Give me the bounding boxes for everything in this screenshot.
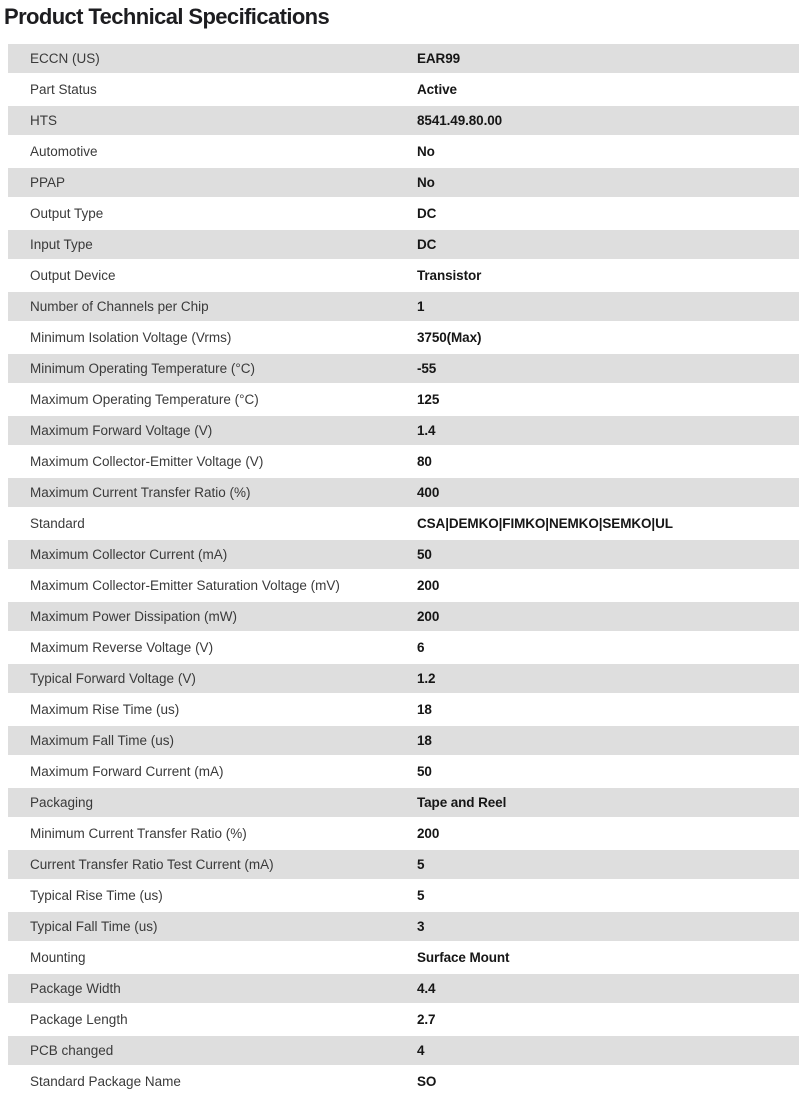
table-row	[8, 912, 799, 941]
spec-value: 3	[417, 919, 425, 934]
spec-label: Automotive	[30, 144, 98, 159]
table-row	[8, 323, 799, 352]
spec-label: HTS	[30, 113, 57, 128]
spec-value: 200	[417, 826, 440, 841]
table-row	[8, 602, 799, 631]
spec-label: Output Device	[30, 268, 116, 283]
spec-value: 1	[417, 299, 425, 314]
spec-label: Package Length	[30, 1012, 128, 1027]
spec-value: -55	[417, 361, 437, 376]
spec-label: Typical Forward Voltage (V)	[30, 671, 196, 686]
table-row	[8, 788, 799, 817]
spec-label: Standard	[30, 516, 85, 531]
table-row	[8, 664, 799, 693]
spec-value: 125	[417, 392, 440, 407]
spec-label: Typical Fall Time (us)	[30, 919, 158, 934]
table-row	[8, 1067, 799, 1096]
table-row	[8, 44, 799, 73]
spec-label: PPAP	[30, 175, 66, 190]
spec-value: 5	[417, 857, 425, 872]
table-row	[8, 168, 799, 197]
spec-table	[8, 44, 799, 1096]
spec-value: No	[417, 175, 435, 190]
table-row	[8, 509, 799, 538]
spec-label: Mounting	[30, 950, 86, 965]
spec-value: DC	[417, 206, 437, 221]
spec-value: Transistor	[417, 268, 482, 283]
table-row	[8, 943, 799, 972]
spec-label: Minimum Current Transfer Ratio (%)	[30, 826, 247, 841]
spec-label: Maximum Collector-Emitter Voltage (V)	[30, 454, 264, 469]
table-row	[8, 385, 799, 414]
table-row	[8, 261, 799, 290]
spec-value: Active	[417, 82, 457, 97]
spec-label: Maximum Forward Current (mA)	[30, 764, 224, 779]
spec-label: Minimum Operating Temperature (°C)	[30, 361, 255, 376]
spec-value: 200	[417, 609, 440, 624]
spec-value: 18	[417, 702, 432, 717]
spec-value: 8541.49.80.00	[417, 113, 503, 128]
spec-label: Typical Rise Time (us)	[30, 888, 163, 903]
spec-value: EAR99	[417, 51, 461, 66]
spec-value: Surface Mount	[417, 950, 510, 965]
spec-value: SO	[417, 1074, 437, 1089]
table-row	[8, 416, 799, 445]
table-row	[8, 106, 799, 135]
table-row	[8, 633, 799, 662]
table-row	[8, 137, 799, 166]
spec-label: Packaging	[30, 795, 94, 810]
spec-label: Maximum Fall Time (us)	[30, 733, 175, 748]
table-row	[8, 819, 799, 848]
table-row	[8, 540, 799, 569]
table-row	[8, 571, 799, 600]
spec-value: 200	[417, 578, 440, 593]
spec-value: 80	[417, 454, 432, 469]
spec-value: 50	[417, 764, 432, 779]
spec-value: 50	[417, 547, 432, 562]
table-row	[8, 974, 799, 1003]
spec-label: PCB changed	[30, 1043, 114, 1058]
table-row	[8, 1036, 799, 1065]
spec-value: 1.2	[417, 671, 436, 686]
spec-label: Maximum Collector Current (mA)	[30, 547, 228, 562]
table-row	[8, 726, 799, 755]
spec-label: Current Transfer Ratio Test Current (mA)	[30, 857, 274, 872]
table-row	[8, 850, 799, 879]
spec-value: CSA|DEMKO|FIMKO|NEMKO|SEMKO|UL	[417, 516, 673, 531]
spec-value: 4.4	[417, 981, 436, 996]
table-row	[8, 354, 799, 383]
spec-label: Standard Package Name	[30, 1074, 181, 1089]
spec-label: Maximum Rise Time (us)	[30, 702, 180, 717]
spec-value: 400	[417, 485, 440, 500]
table-row	[8, 292, 799, 321]
spec-label: Maximum Forward Voltage (V)	[30, 423, 213, 438]
table-row	[8, 75, 799, 104]
spec-value: 3750(Max)	[417, 330, 482, 345]
spec-value: 1.4	[417, 423, 436, 438]
spec-label: Maximum Current Transfer Ratio (%)	[30, 485, 251, 500]
page-title: Product Technical Specifications	[4, 4, 330, 29]
spec-value: No	[417, 144, 435, 159]
spec-label: Maximum Reverse Voltage (V)	[30, 640, 214, 655]
spec-value: 18	[417, 733, 432, 748]
spec-label: Maximum Power Dissipation (mW)	[30, 609, 238, 624]
spec-value: 6	[417, 640, 425, 655]
table-row	[8, 881, 799, 910]
table-row	[8, 1005, 799, 1034]
spec-label: Package Width	[30, 981, 121, 996]
table-row	[8, 478, 799, 507]
spec-label: Input Type	[30, 237, 93, 252]
table-row	[8, 757, 799, 786]
spec-label: Maximum Collector-Emitter Saturation Voltage (mV)	[30, 578, 340, 593]
spec-value: DC	[417, 237, 437, 252]
spec-value: Tape and Reel	[417, 795, 507, 810]
spec-label: ECCN (US)	[30, 51, 100, 66]
table-row	[8, 230, 799, 259]
spec-label: Output Type	[30, 206, 104, 221]
spec-label: Maximum Operating Temperature (°C)	[30, 392, 259, 407]
table-row	[8, 447, 799, 476]
spec-value: 5	[417, 888, 425, 903]
spec-label: Minimum Isolation Voltage (Vrms)	[30, 330, 232, 345]
spec-value: 2.7	[417, 1012, 436, 1027]
table-row	[8, 695, 799, 724]
spec-label: Number of Channels per Chip	[30, 299, 209, 314]
spec-value: 4	[417, 1043, 425, 1058]
table-row	[8, 199, 799, 228]
spec-label: Part Status	[30, 82, 97, 97]
